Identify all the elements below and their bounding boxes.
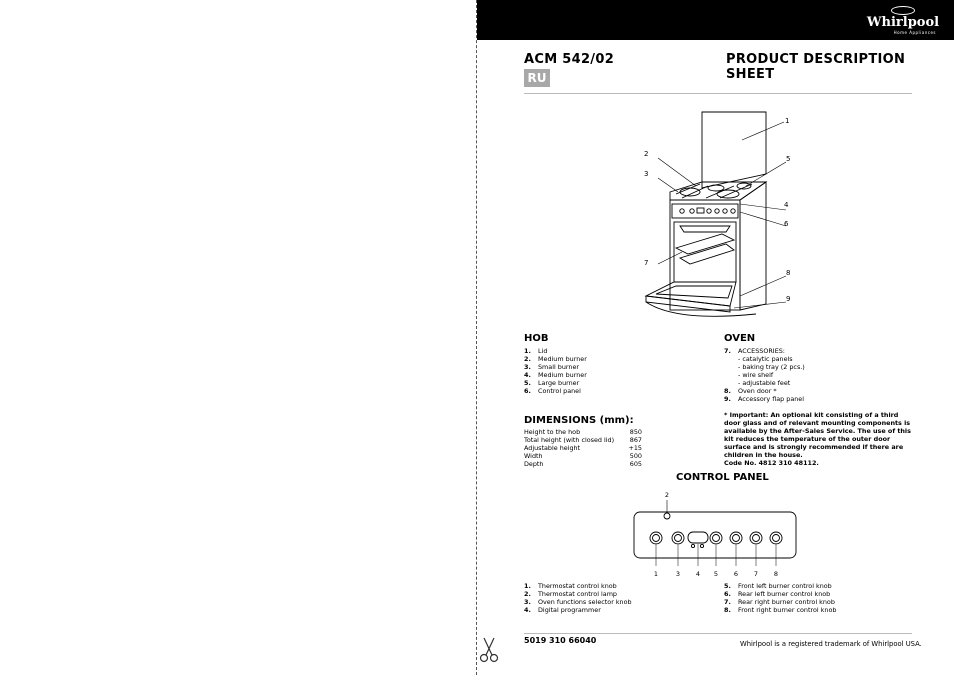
control-panel-list-left	[524, 582, 632, 614]
brand-tagline: Home Appliances	[893, 30, 936, 35]
brand-name: Whirlpool	[866, 15, 940, 30]
table-row: Adjustable height +15	[524, 444, 642, 452]
page-title: PRODUCT DESCRIPTION SHEET	[726, 52, 906, 82]
panel-callout-5: 5	[713, 570, 719, 578]
panel-callout-7: 7	[753, 570, 759, 578]
oven-callout-6: 6	[784, 220, 789, 228]
list-item: 1. Thermostat control knob	[524, 582, 617, 590]
panel-callout-6: 6	[733, 570, 739, 578]
accessory-item: - wire shelf	[738, 371, 774, 379]
control-panel-heading: CONTROL PANEL	[676, 472, 769, 483]
footer-divider	[524, 633, 912, 634]
list-item: 4. Medium burner	[524, 371, 587, 379]
model-number: ACM 542/02	[524, 52, 615, 67]
list-item: 7. Rear right burner control knob	[724, 598, 835, 606]
table-row: Total height (with closed lid) 867	[524, 436, 642, 444]
header-bar	[477, 0, 954, 40]
scissors-icon	[478, 636, 500, 664]
panel-callout-8: 8	[773, 570, 779, 578]
hob-list	[524, 347, 587, 395]
list-item: 8. Front right burner control knob	[724, 606, 837, 614]
panel-callout-4: 4	[695, 570, 701, 578]
header-divider	[524, 93, 912, 94]
panel-callout-3: 3	[675, 570, 681, 578]
list-item: 8. Oven door *	[724, 387, 777, 395]
list-item: 7. ACCESSORIES:	[724, 347, 785, 355]
list-item: 2. Medium burner	[524, 355, 587, 363]
language-badge: RU	[524, 69, 550, 87]
table-row: Height to the hob 850	[524, 428, 642, 436]
list-item: 3. Small burner	[524, 363, 580, 371]
list-item: 4. Digital programmer	[524, 606, 601, 614]
document-code: 5019 310 66040	[524, 636, 597, 645]
control-panel-section	[676, 472, 769, 483]
accessory-item: - adjustable feet	[738, 379, 791, 387]
list-item: 3. Oven functions selector knob	[524, 598, 632, 606]
list-item: 9. Accessory flap panel	[724, 395, 804, 403]
list-item: 2. Thermostat control lamp	[524, 590, 617, 598]
oven-callout-1: 1	[785, 117, 790, 125]
control-panel-diagram	[628, 488, 802, 580]
list-item: 1. Lid	[524, 347, 548, 355]
oven-callout-8: 8	[786, 269, 791, 277]
accessory-item: - baking tray (2 pcs.)	[738, 363, 805, 371]
oven-callout-9: 9	[786, 295, 791, 303]
brand-swirl-icon	[891, 6, 915, 15]
dimensions-table	[524, 428, 642, 468]
cut-line	[476, 0, 477, 675]
oven-callout-5: 5	[786, 155, 791, 163]
dimensions-heading: DIMENSIONS (mm):	[524, 415, 634, 426]
oven-list	[724, 347, 805, 403]
table-row: Width 500	[524, 452, 642, 460]
list-item: 6. Control panel	[524, 387, 581, 395]
oven-diagram	[636, 108, 796, 326]
panel-callout-2: 2	[664, 491, 670, 499]
kit-code: Code No. 4812 310 48112.	[724, 459, 819, 467]
oven-callout-2: 2	[644, 150, 649, 158]
oven-callout-4: 4	[784, 201, 789, 209]
oven-heading: OVEN	[724, 333, 756, 344]
dimensions-section	[524, 415, 642, 468]
accessory-item: - catalytic panels	[738, 355, 793, 363]
important-label: * Important:	[724, 411, 769, 419]
table-row: Depth 605	[524, 460, 642, 468]
brand-logo	[866, 6, 940, 34]
oven-section	[724, 333, 805, 403]
list-item: 6. Rear left burner control knob	[724, 590, 831, 598]
list-item: 5. Front left burner control knob	[724, 582, 832, 590]
important-text: An optional kit consisting of a third door glass and of relevant mounting components is available by the After-Sales Service. The use of this kit reduces the temperature of the outer door surface and is strongly recommended if there are children in the house.	[724, 411, 911, 459]
important-note	[724, 411, 912, 467]
list-item: 5. Large burner	[524, 379, 580, 387]
control-panel-list-right	[724, 582, 836, 614]
hob-heading: HOB	[524, 333, 549, 344]
oven-callout-3: 3	[644, 170, 649, 178]
trademark-notice: Whirlpool is a registered trademark of Whirlpool USA.	[740, 640, 922, 648]
oven-callout-7: 7	[644, 259, 649, 267]
panel-callout-1: 1	[653, 570, 659, 578]
hob-section	[524, 333, 587, 395]
